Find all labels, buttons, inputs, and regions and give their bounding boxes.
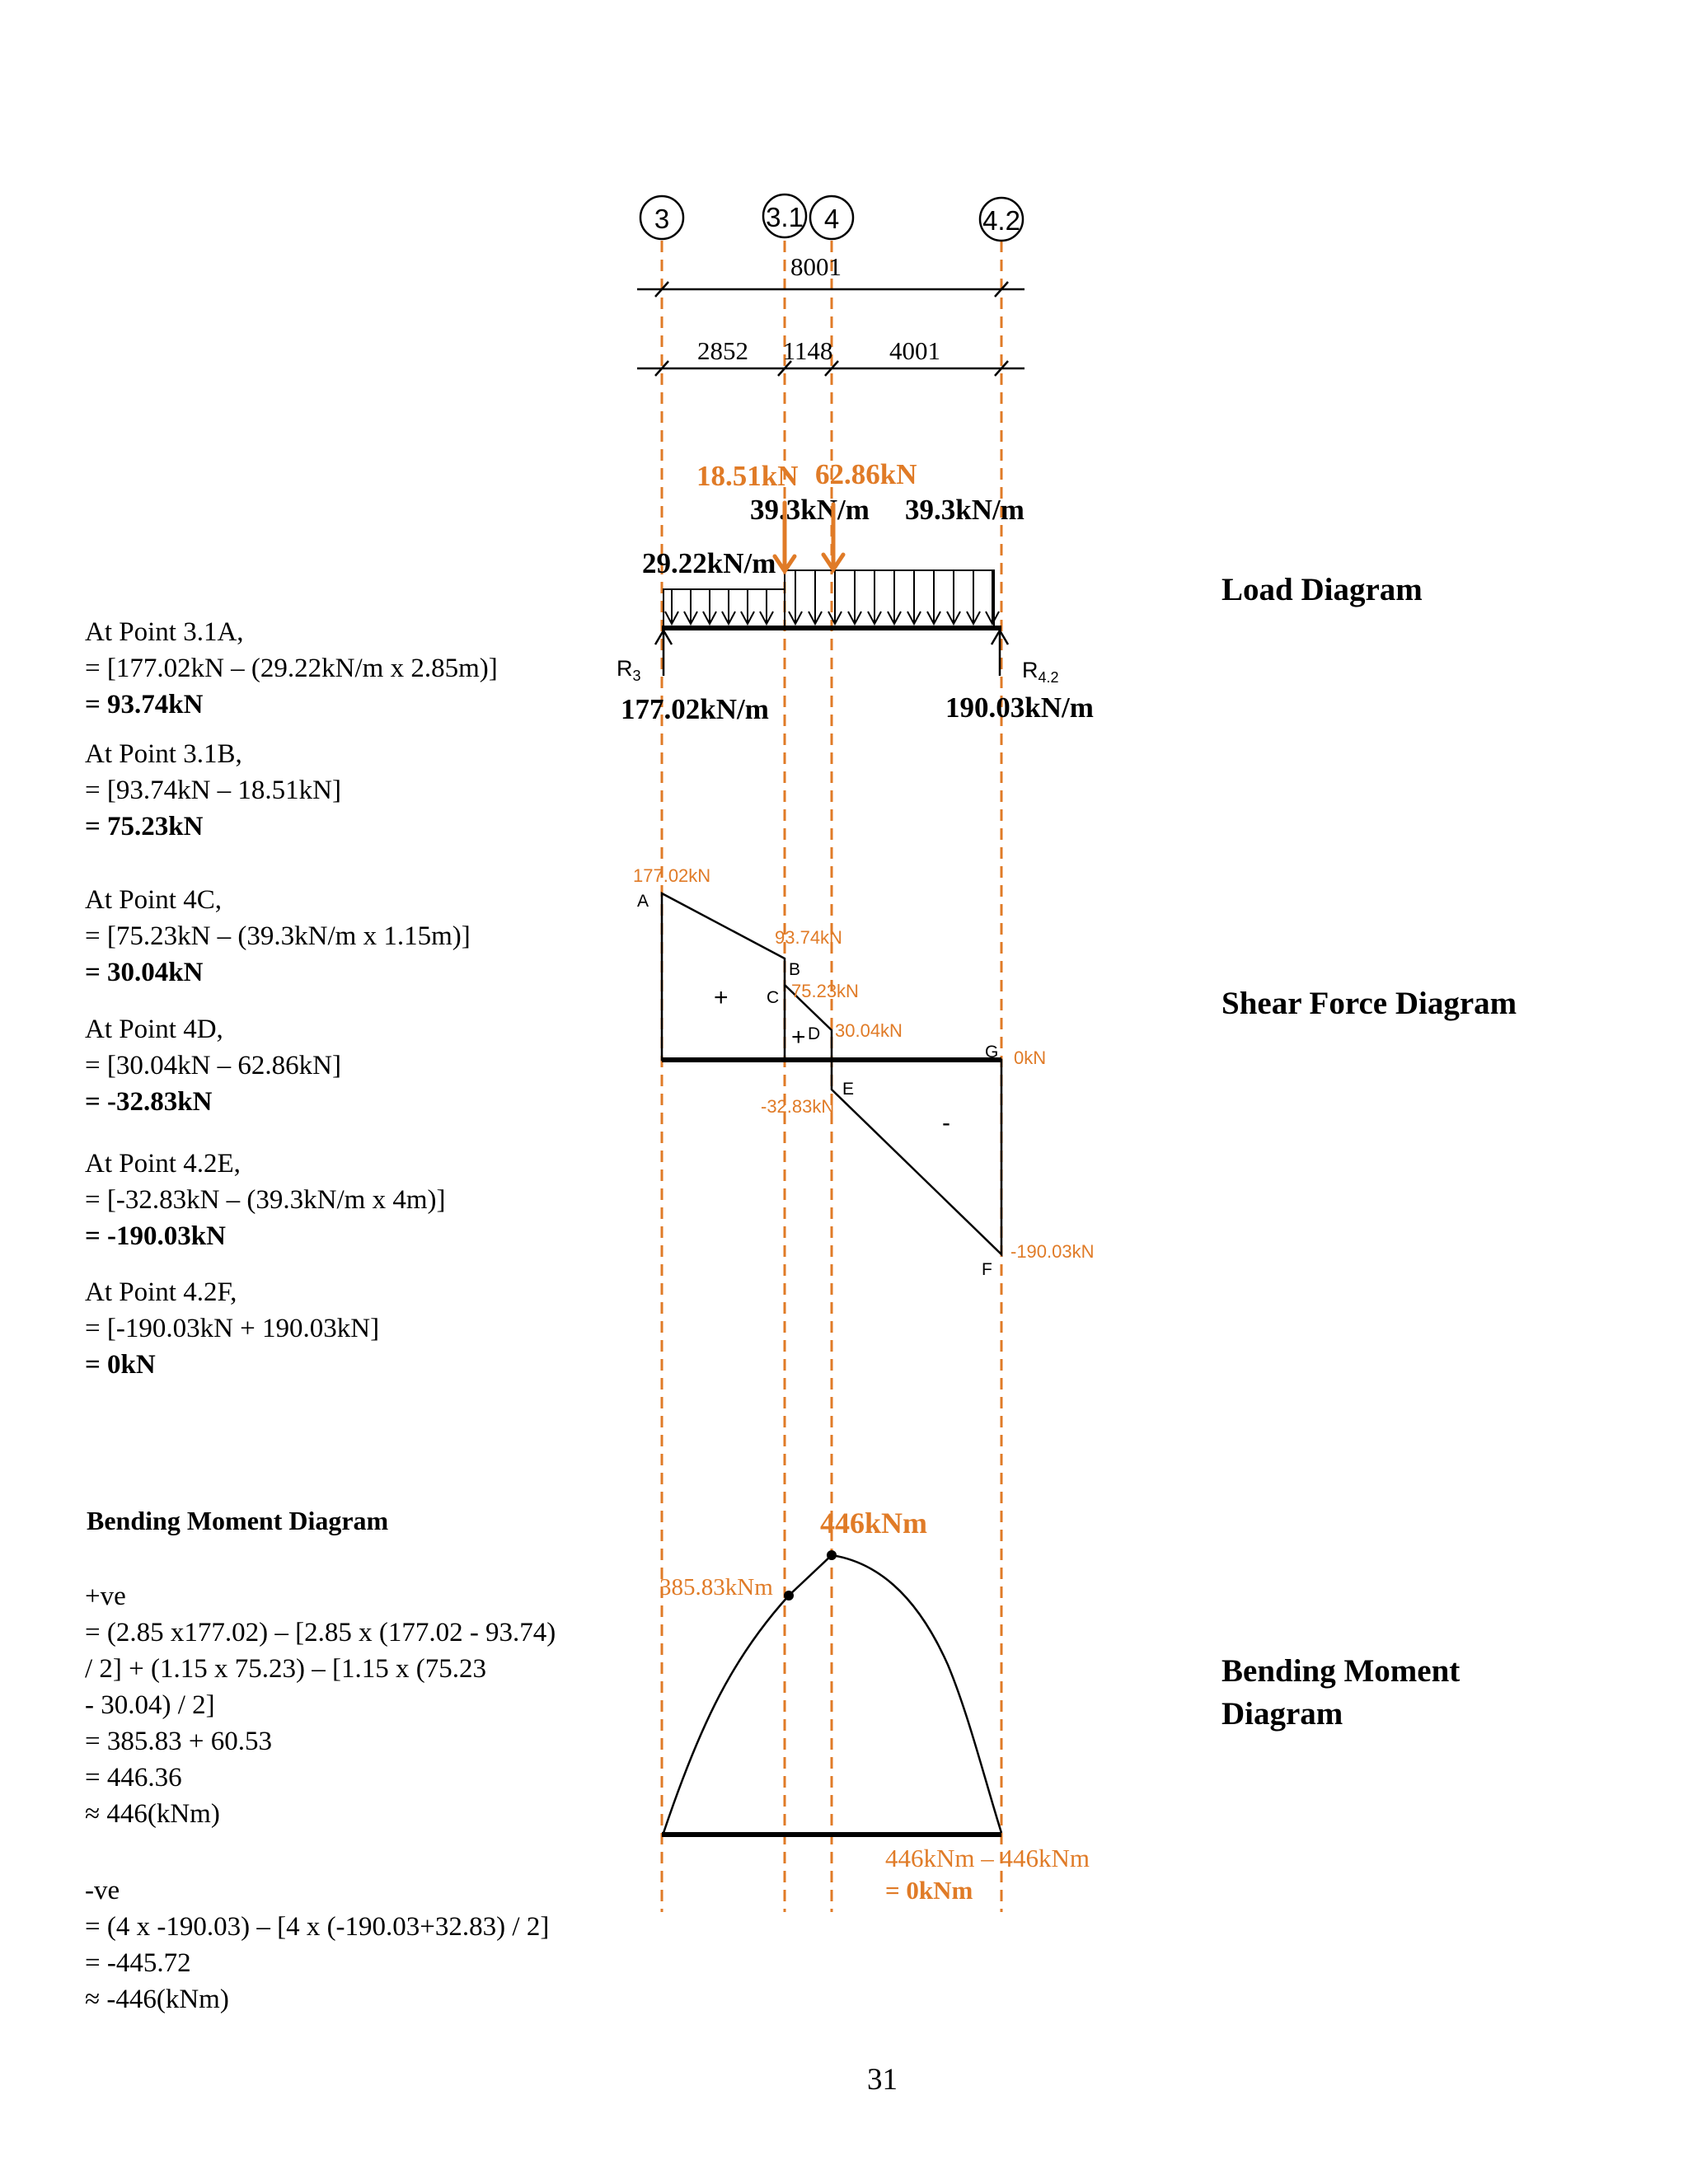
udl-right-outline [785,570,994,626]
sfd-value-g: 0kN [1014,1047,1047,1068]
reaction-right-label: $R_{4.2}$ [1022,658,1059,686]
sfd-point-f: F [982,1260,992,1279]
load-diagram [617,458,1094,725]
calc-result: = -190.03kN [85,1221,226,1251]
sfd-value-a: 177.02kN [633,865,711,886]
calc-line: / 2] + (1.15 x 75.23) – [1.15 x (75.23 [85,1654,486,1684]
sfd-point-c: C [767,988,780,1007]
udl-right-label: 39.3kN/m [905,494,1025,526]
calc-result: = 0kN [85,1350,156,1380]
sfd-value-b: 93.74kN [775,927,842,948]
sfd-point-e: E [842,1080,855,1099]
calc-line: = 446.36 [85,1763,182,1793]
calc-line: +ve [85,1582,126,1611]
calc-line: At Point 4.2F, [85,1277,237,1307]
grid-label-3.1: 3.1 [766,202,804,232]
reaction-right-value: 190.03kN/m [945,691,1094,724]
bending-title-line: Diagram [1221,1696,1343,1732]
sfd-positive-region [662,893,832,1060]
calc-line: = (4 x -190.03) – [4 x (-190.03+32.83) / 2] [85,1912,550,1942]
point-load-2-label: 62.86kN [815,458,917,490]
point-load-1-label: 18.51kN [696,460,799,492]
calc-line: -ve [85,1876,120,1905]
sfd-negative-region [832,1060,1001,1254]
dim-span-1: 2852 [697,336,748,365]
calc-line: - 30.04) / 2] [85,1690,215,1720]
calc-line: = [-190.03kN + 190.03kN] [85,1314,380,1343]
sfd-sign-negative: - [942,1109,950,1137]
grid-label-3: 3 [654,204,670,234]
grid-label-4: 4 [823,204,840,234]
sfd-value-e: -32.83kN [761,1096,835,1117]
udl-mid-label: 39.3kN/m [750,494,870,526]
bending-moment-diagram [659,1507,1090,1905]
calc-line: ≈ 446(kNm) [85,1799,220,1829]
calc-line: = -445.72 [85,1948,191,1978]
calc-line: At Point 3.1A, [85,617,244,647]
reaction-left-value: 177.02kN/m [621,693,769,725]
dim-span-2: 1148 [782,336,833,365]
calc-result: = -32.83kN [85,1087,213,1117]
reaction-left-label: $R_3$ [617,656,641,684]
sfd-sign-positive-small: + [791,1024,806,1051]
bmd-check-line2: = 0kNm [885,1876,973,1905]
calc-result: = 93.74kN [85,690,204,719]
bmd-check-line1: 446kNm – 446kNm [885,1844,1090,1872]
shear-force-diagram [633,865,1095,1279]
calc-result: = 75.23kN [85,812,204,841]
calc-line: = [75.23kN – (39.3kN/m x 1.15m)] [85,921,471,951]
sfd-sign-positive: + [714,984,729,1011]
dim-span-3: 4001 [889,336,940,365]
shear-diagram-title: Shear Force Diagram [1221,986,1517,1021]
sfd-point-b: B [789,960,801,979]
calc-line: = [-32.83kN – (39.3kN/m x 4m)] [85,1185,446,1215]
dim-overall: 8001 [790,252,842,281]
calc-result: = 30.04kN [85,958,204,987]
bmd-b-label: 385.83kNm [659,1574,773,1601]
calc-line: = 385.83 + 60.53 [85,1727,272,1756]
page-number: 31 [867,2063,898,2097]
bmd-point-max [827,1550,837,1560]
calc-line: At Point 4.2E, [85,1149,241,1179]
bending-title-line: Bending Moment [1221,1653,1461,1689]
calc-line: At Point 4D, [85,1015,223,1044]
calc-line: = (2.85 x177.02) – [2.85 x (177.02 - 93.74) [85,1618,556,1647]
sfd-point-a: A [637,892,649,911]
sfd-value-d: 30.04kN [835,1020,903,1041]
calc-line: At Point 4C, [85,885,222,915]
bmd-point-b [784,1591,794,1601]
sfd-point-g: G [985,1043,999,1062]
calc-line: = [177.02kN – (29.22kN/m x 2.85m)] [85,654,498,683]
calc-line: = [30.04kN – 62.86kN] [85,1051,342,1080]
calc-line: At Point 3.1B, [85,739,242,769]
grid-label-4.2: 4.2 [982,205,1020,236]
calc-line: ≈ -446(kNm) [85,1985,229,2014]
load-diagram-title: Load Diagram [1221,572,1423,607]
sfd-value-c: 75.23kN [791,981,859,1001]
bmd-max-label: 446kNm [820,1507,928,1540]
udl-left-label: 29.22kN/m [642,547,776,579]
bending-heading: Bending Moment Diagram [87,1506,389,1535]
sfd-value-f: -190.03kN [1010,1241,1095,1262]
sfd-point-d: D [808,1024,821,1043]
calc-line: = [93.74kN – 18.51kN] [85,776,342,805]
